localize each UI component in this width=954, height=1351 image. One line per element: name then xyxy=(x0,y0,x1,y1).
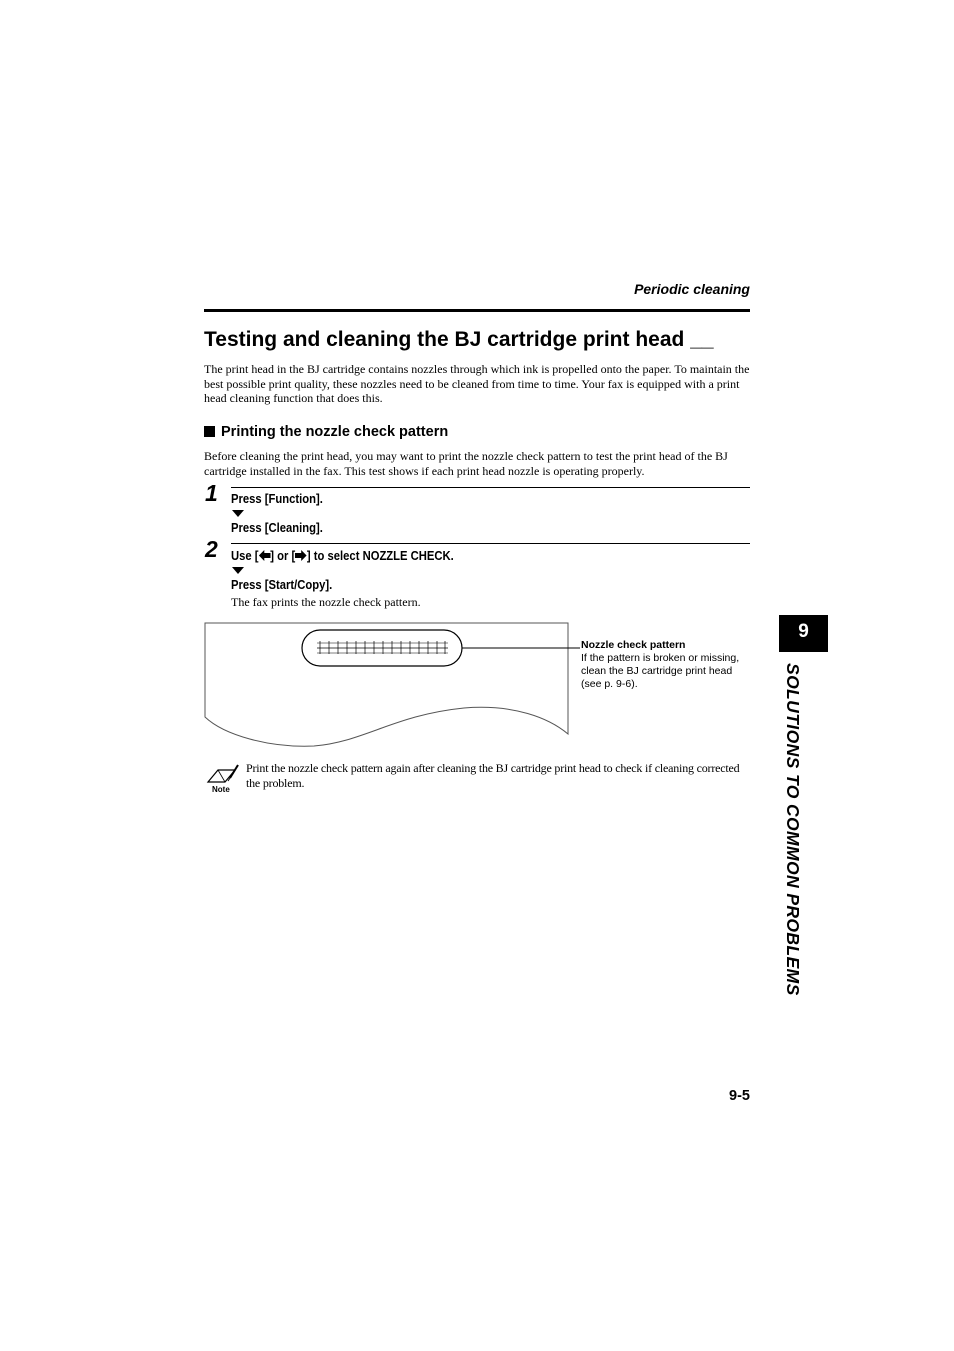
intro-paragraph: The print head in the BJ cartridge contains nozzles through which ink is propelled onto the paper. To maintain the best possible print quality, these nozzles need to be cleaned from time to time. Your fax is equipped with a print head cleaning function that does this. xyxy=(204,362,750,406)
figure-callout xyxy=(581,639,741,691)
step-2-text-c: ] to select NOZZLE CHECK. xyxy=(306,549,454,563)
nozzle-check-figure xyxy=(204,620,584,760)
note-text: Print the nozzle check pattern again after cleaning the BJ cartridge print head to check if cleaning corrected the problem. xyxy=(246,761,740,790)
chapter-number-tab: 9 xyxy=(779,615,828,652)
header-rule xyxy=(204,309,750,312)
step-1-instruction-2: Press [Cleaning]. xyxy=(231,521,323,535)
step-2-number: 2 xyxy=(205,536,218,562)
square-bullet-icon xyxy=(204,426,215,437)
section-header: Periodic cleaning xyxy=(634,281,750,297)
chapter-title-vertical: SOLUTIONS TO COMMON PROBLEMS xyxy=(783,663,803,996)
note-label: Note xyxy=(212,785,230,794)
step-2-rule xyxy=(231,543,750,544)
down-triangle-icon xyxy=(232,510,244,517)
step-2-text-a: Use [ xyxy=(231,549,259,563)
subsection-paragraph: Before cleaning the print head, you may want to print the nozzle check pattern to test the print head of the BJ cartridge installed in the fax. This test shows if each print head nozzle is operating properly. xyxy=(204,449,728,478)
down-triangle-icon xyxy=(232,567,244,574)
subsection-title: Printing the nozzle check pattern xyxy=(221,424,449,440)
callout-text: If the pattern is broken or missing, clean the BJ cartridge print head (see p. 9-6). xyxy=(581,652,740,690)
step-2-text-b: ] or [ xyxy=(270,549,296,563)
right-arrow-key-icon xyxy=(295,550,307,561)
step-2-instruction-1 xyxy=(231,549,454,563)
step-2-result: The fax prints the nozzle check pattern. xyxy=(231,595,421,609)
step-1-number: 1 xyxy=(205,480,218,506)
subsection-heading xyxy=(204,424,448,440)
step-1-instruction-1: Press [Function]. xyxy=(231,492,323,506)
page-title: Testing and cleaning the BJ cartridge print head __ xyxy=(204,328,714,351)
step-1-rule xyxy=(231,487,750,488)
step-2-instruction-2: Press [Start/Copy]. xyxy=(231,578,333,592)
printed-page-illustration xyxy=(204,620,584,755)
left-arrow-key-icon xyxy=(259,550,271,561)
page-number: 9-5 xyxy=(729,1088,750,1104)
callout-title: Nozzle check pattern xyxy=(581,639,686,651)
